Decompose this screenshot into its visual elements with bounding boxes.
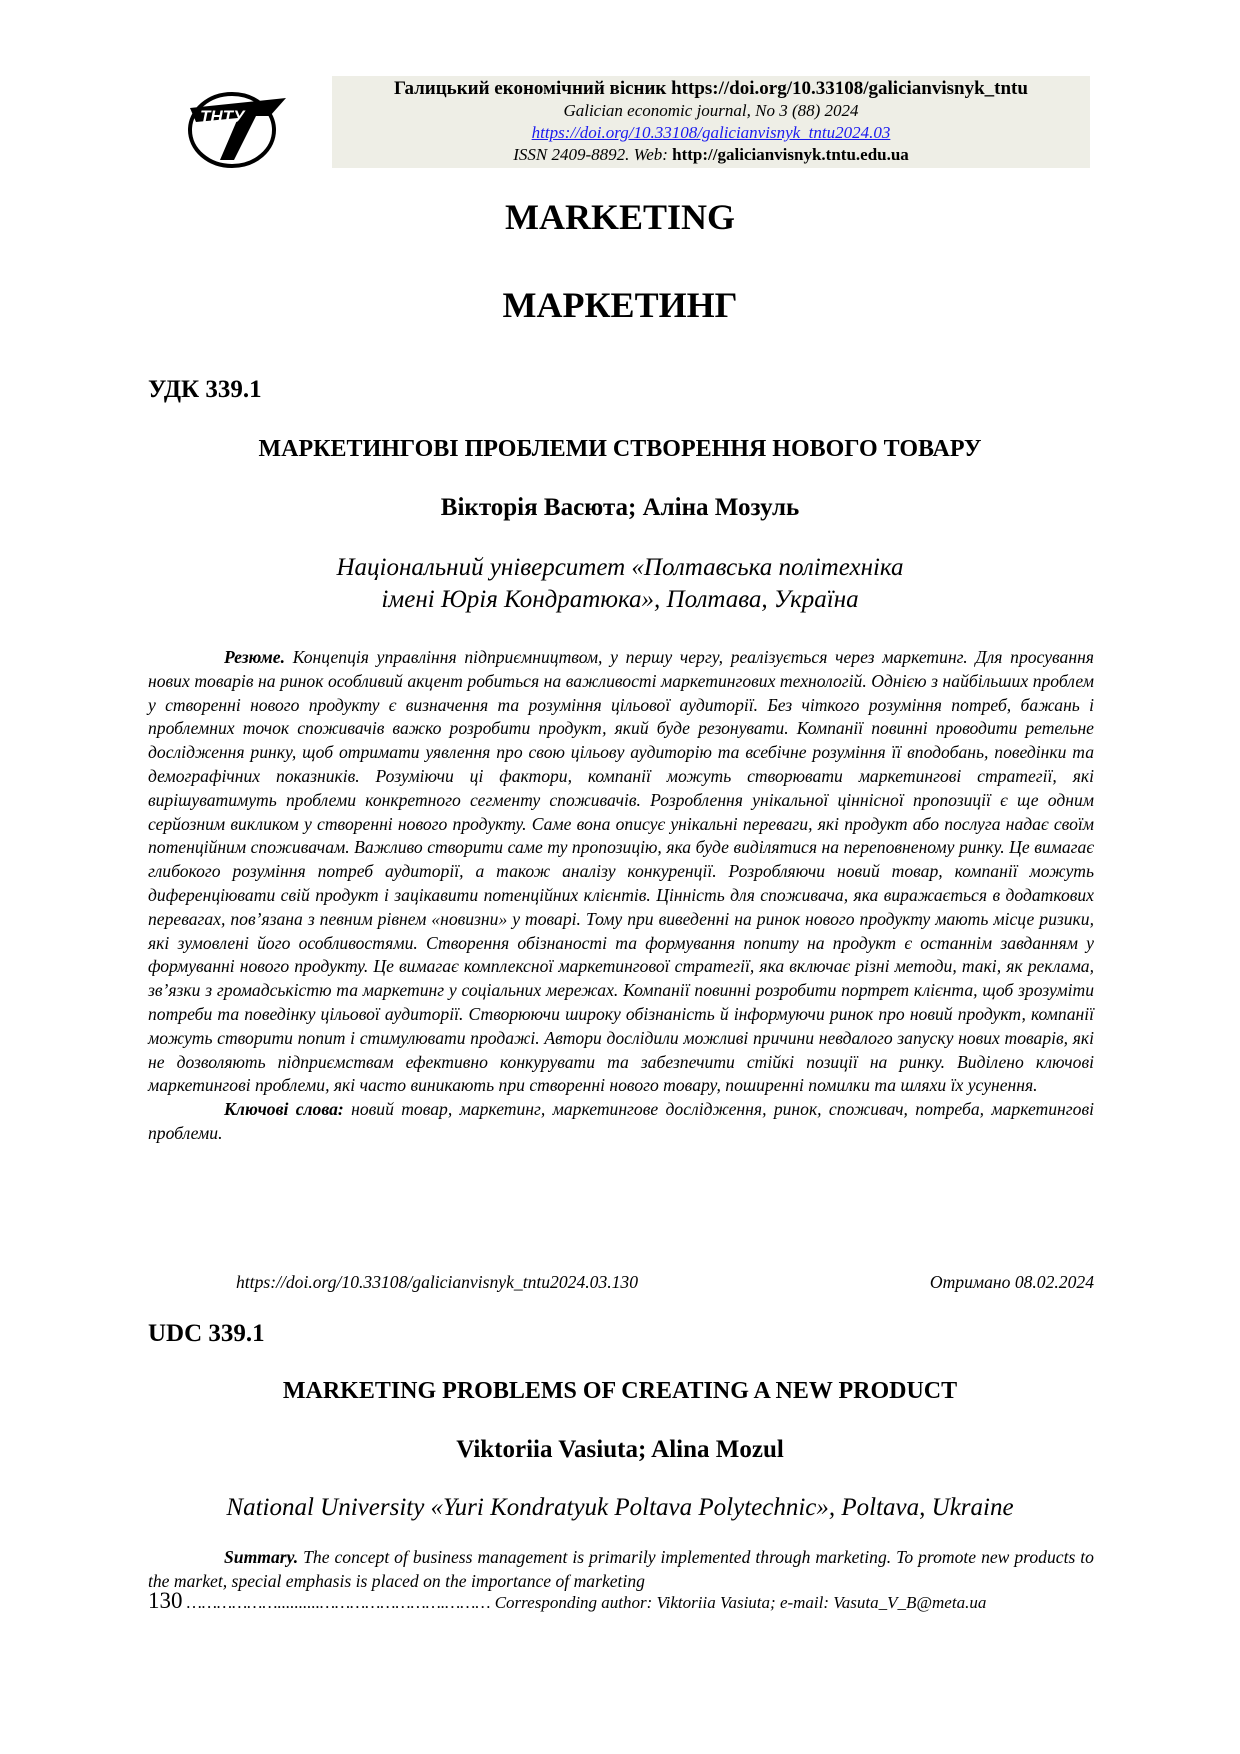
authors-en: Viktoriia Vasiuta; Alina Mozul	[456, 1436, 784, 1463]
received-date: Отримано 08.02.2024	[929, 1272, 1094, 1292]
issue-doi-link[interactable]: https://doi.org/10.33108/galicianvisnyk_tntu2024.03	[531, 123, 891, 142]
summary-en-text: The concept of business management is primarily implemented through marketing. To promote new products to the market, special emphasis is placed on the importance of marketing	[148, 1547, 1094, 1591]
abstract-uk-text: Концепція управління підприємництвом, у першу чергу, реалізується через маркетинг. Для просування нових товарів на ринок особливий акцент робиться на важливості маркетингових технологій. Однією з найбільших проблем у створенні нового продукту є визначення та розуміння цільової аудиторії. Без чіткого розуміння потреб, бажань і проблемних точок споживачів важко розробити продукт, який буде резонувати. Компанії повинні проводити ретельне дослідження ринку, щоб отримати уявлення про свою цільову аудиторію та всебічне розуміння її вподобань, поведінки та демографічних показників. Розуміючи ці фактори, компанії можуть створювати маркетингові стратегії, які вирішуватимуть проблеми конкретного сегменту споживачів. Розроблення унікальної ціннісної пропозиції є ще одним серйозним викликом у створенні нового продукту. Саме вона описує унікальні переваги, які продукт або послуга надає своїм потенційним споживачам. Важливо створити саме ту пропозицію, яка буде виділятися на переповненому ринку. Це вимагає глибокого розуміння потреб аудиторії, а також аналізу конкуренції. Розробляючи новий товар, компанії можуть диференціювати свій продукт і зацікавити потенційних клієнтів. Цінність для споживача, яка виражається в додаткових перевагах, пов’язана з певним рівнем «новизни» у товарі. Тому при виведенні на ринок нового продукту мають місце ризики, які зумовлені його особливостями. Створення обізнаності та формування попиту на продукт є останнім завданням у формуванні нового продукту. Це вимагає комплексної маркетингової стратегії, яка включає різні методи, такі, як реклама, зв’язки з громадськістю та маркетинг у соціальних мережах. Компанії повинні розробити портрет клієнта, щоб зрозуміти потреби та поведінку цільової аудиторії. Створюючи широку обізнаність й інформуючи ринок про новий продукт, компанії можуть створити попит і стимулювати продажі. Автори дослідили можливі причини невдалого запуску нових товарів, які не дозволяють підприємствам ефективно конкурувати та забезпечити стійкі позиції на ринку. Виділено ключові маркетингові проблеми, які часто виникають при створенні нового товару, поширенні помилки та шляхи їх усунення.	[148, 647, 1094, 1096]
page-footer	[148, 1588, 1094, 1614]
journal-header	[332, 76, 1090, 168]
tntu-logo-icon	[186, 78, 296, 172]
journal-name-uk: Галицький економічний вісник https://doi.org/10.33108/galicianvisnyk_tntu	[394, 78, 1028, 99]
affiliation-uk	[0, 552, 1240, 616]
affiliation-uk-line2: імені Юрія Кондратюка», Полтава, Україна	[381, 586, 859, 613]
article-doi[interactable]: https://doi.org/10.33108/galicianvisnyk_tntu2024.03.130	[236, 1272, 639, 1292]
journal-logo	[186, 78, 296, 172]
article-title-en: MARKETING PROBLEMS OF CREATING A NEW PRODUCT	[282, 1378, 958, 1404]
issn-line	[332, 144, 1090, 166]
affiliation-en: National University «Yuri Kondratyuk Poltava Polytechnic», Poltava, Ukraine	[226, 1494, 1014, 1521]
summary-en-label: Summary.	[224, 1547, 299, 1567]
section-title-en: MARKETING	[504, 197, 735, 237]
page-number: 130	[148, 1588, 183, 1613]
udk-code: УДК 339.1	[148, 376, 262, 403]
section-title-uk: МАРКЕТИНГ	[502, 285, 738, 325]
summary-en	[148, 1546, 1094, 1594]
abstract-uk	[148, 646, 1094, 1146]
keywords-uk-label: Ключові слова:	[224, 1099, 344, 1120]
authors-uk: Вікторія Васюта; Аліна Мозуль	[440, 494, 800, 521]
keywords-uk-text: новий товар, маркетинг, маркетингове дослідження, ринок, споживач, потреба, маркетингові проблеми.	[148, 1099, 1094, 1143]
summary-en-paragraph	[148, 1546, 1094, 1594]
abstract-uk-paragraph	[148, 646, 1094, 1098]
issn-text: ISSN 2409-8892. Web:	[513, 145, 673, 164]
udc-code: UDC 339.1	[148, 1320, 265, 1347]
logo-text: ТНТУ	[200, 107, 245, 126]
affiliation-uk-line1: Національний університет «Полтавська політехніка	[336, 554, 904, 581]
keywords-uk-paragraph	[148, 1098, 1094, 1146]
footer-dots: ………………..........…………………….………	[186, 1593, 491, 1612]
corresponding-author: Corresponding author: Viktoriia Vasiuta; e-mail: Vasuta_V_B@meta.ua	[494, 1593, 987, 1612]
journal-name-en: Galician economic journal, No 3 (88) 2024	[563, 101, 859, 120]
journal-web-link[interactable]: http://galicianvisnyk.tntu.edu.ua	[672, 145, 909, 164]
abstract-uk-label: Резюме.	[224, 647, 285, 667]
article-title-uk: МАРКЕТИНГОВІ ПРОБЛЕМИ СТВОРЕННЯ НОВОГО ТОВАРУ	[258, 436, 982, 462]
